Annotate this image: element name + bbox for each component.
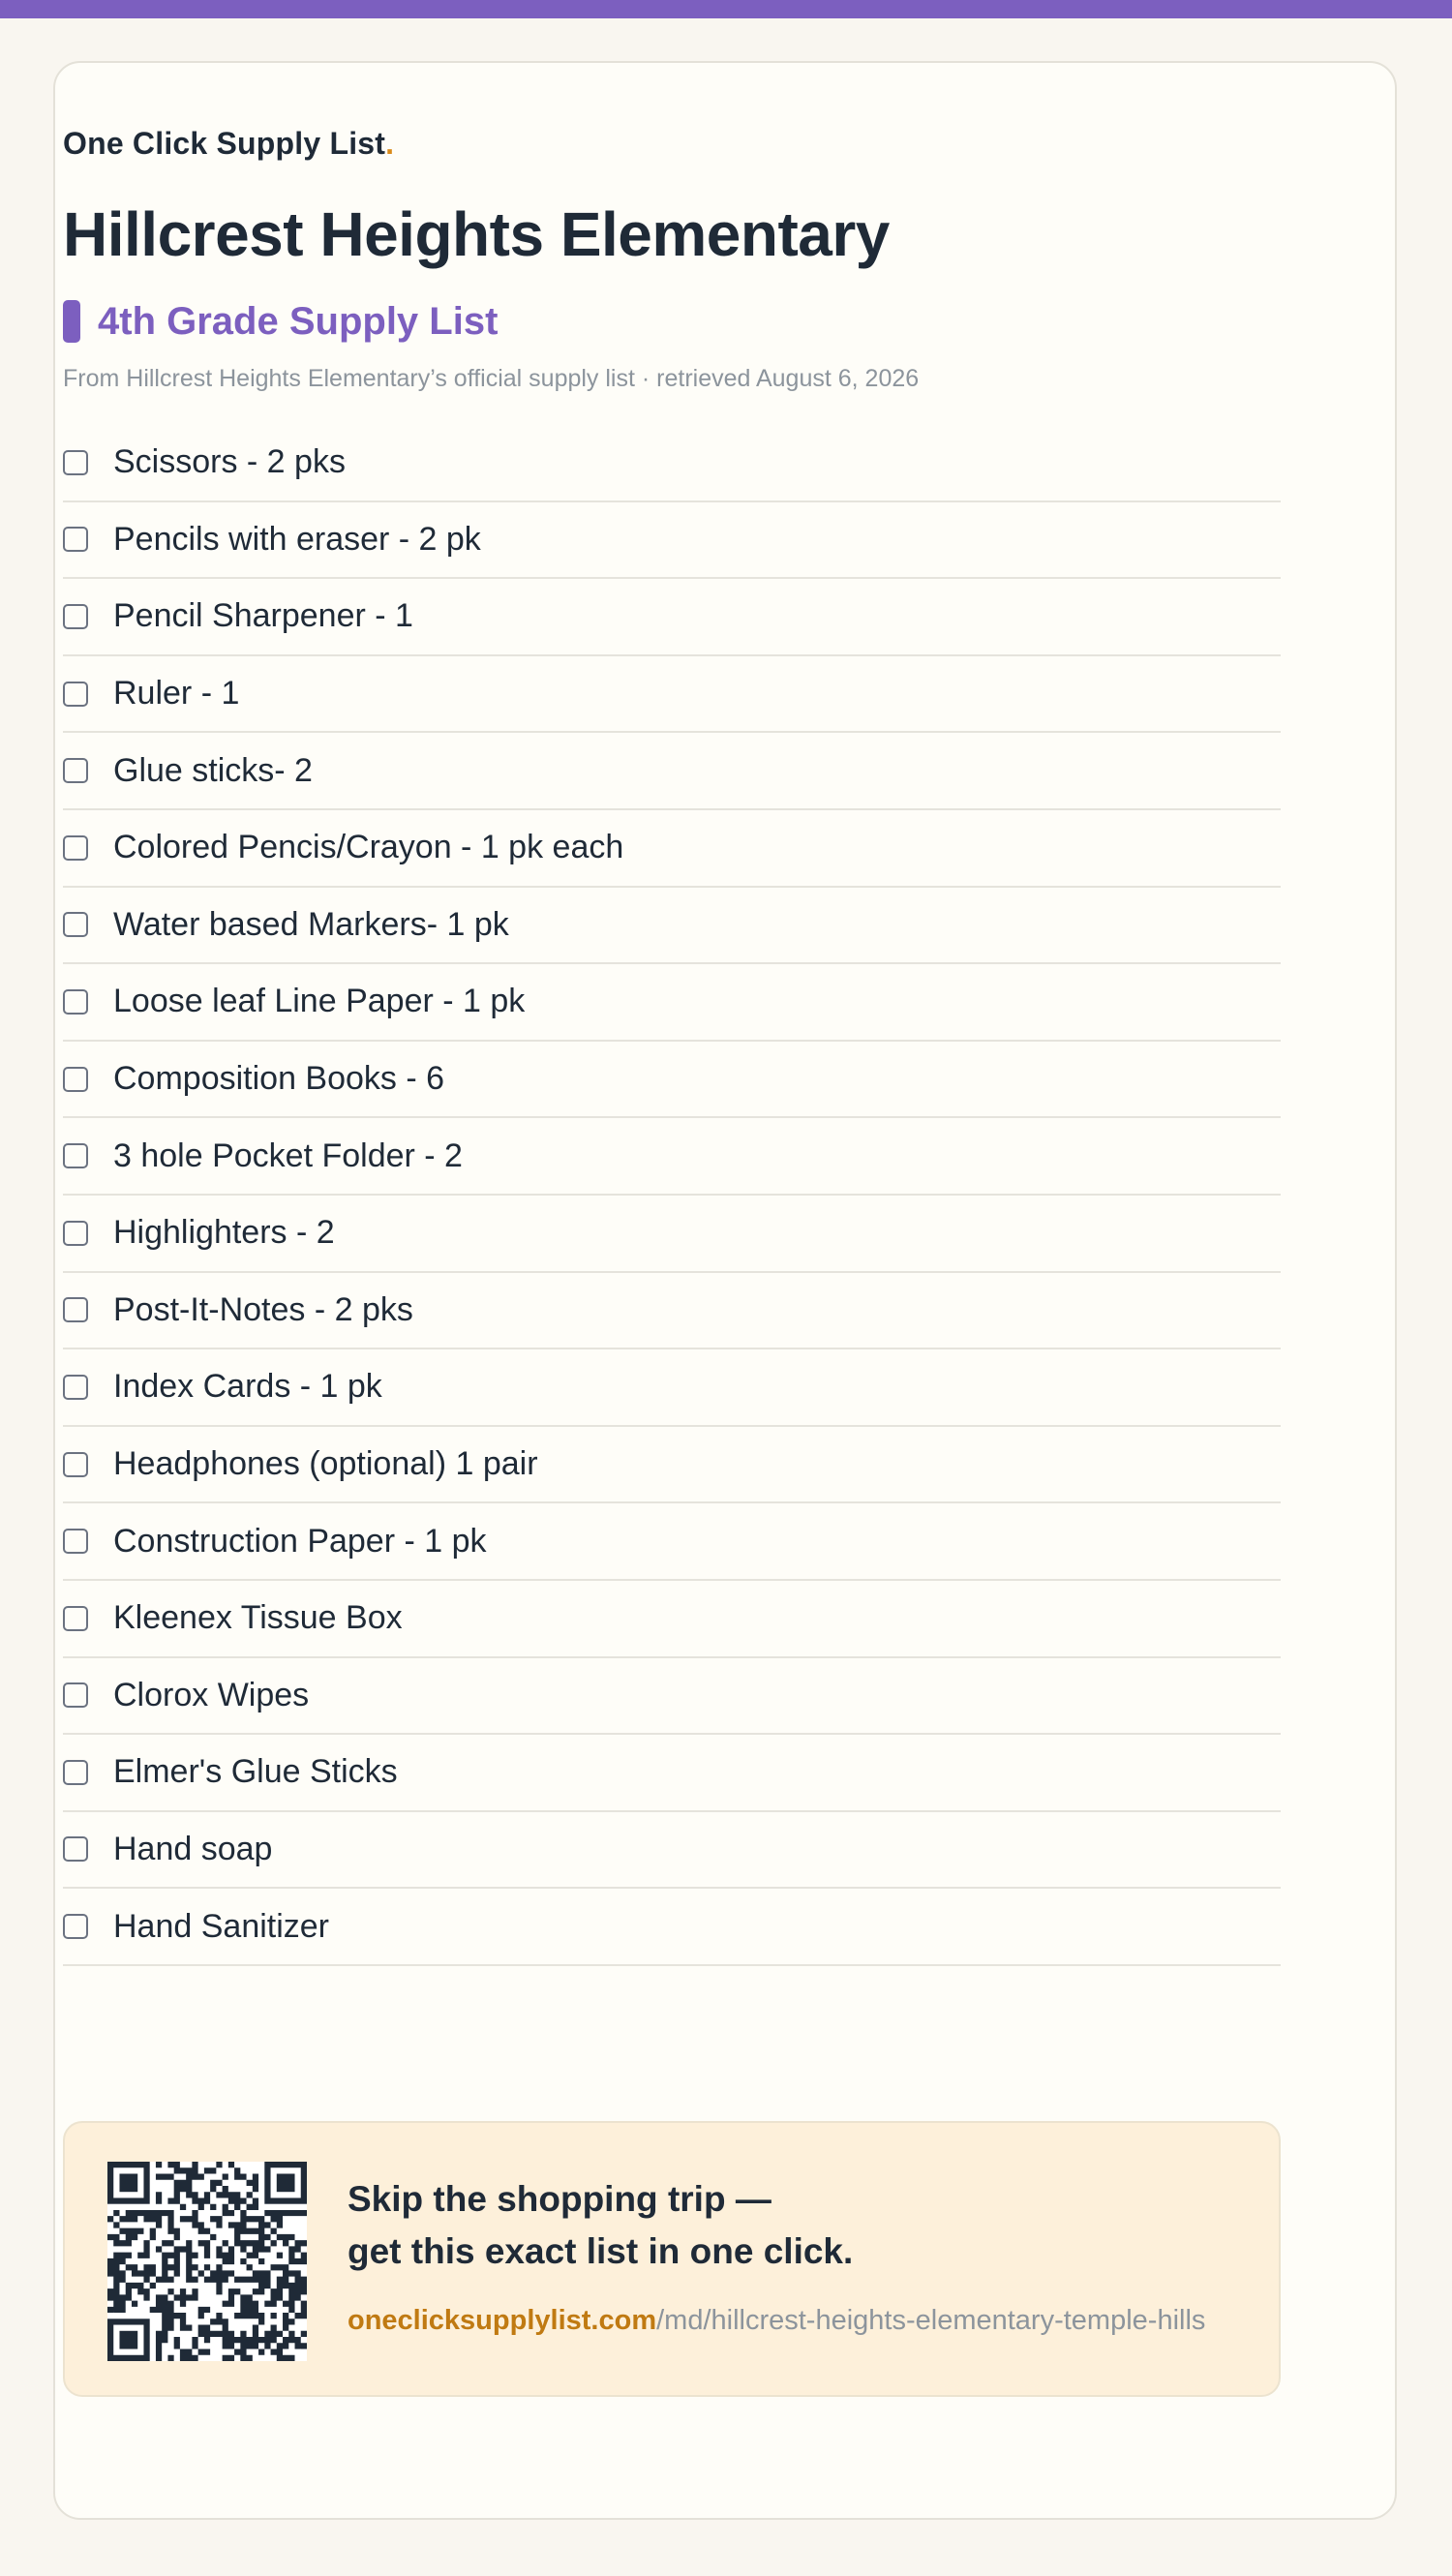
item-label: Construction Paper - 1 pk [113,1522,487,1560]
list-item[interactable] [63,1503,1281,1581]
list-item[interactable] [63,502,1281,580]
item-checkbox[interactable] [63,835,88,861]
promo-headline-line-2: get this exact list in one click. [348,2231,854,2271]
item-checkbox[interactable] [63,1221,88,1246]
list-item[interactable] [63,1581,1281,1658]
qr-code-image [107,2162,307,2361]
item-label: Ruler - 1 [113,675,240,712]
item-label: Highlighters - 2 [113,1214,335,1252]
item-checkbox[interactable] [63,1452,88,1477]
item-checkbox[interactable] [63,682,88,707]
item-checkbox[interactable] [63,989,88,1015]
list-item[interactable] [63,810,1281,888]
item-checkbox[interactable] [63,912,88,937]
list-item[interactable] [63,733,1281,810]
list-item[interactable] [63,1042,1281,1119]
item-checkbox[interactable] [63,758,88,783]
list-item[interactable] [63,656,1281,734]
item-label: Elmer's Glue Sticks [113,1753,398,1791]
list-item[interactable] [63,1196,1281,1273]
item-label: Post-It-Notes - 2 pks [113,1290,413,1328]
promo-box [63,2121,1281,2397]
qr-code[interactable] [107,2162,307,2361]
item-label: Headphones (optional) 1 pair [113,1445,538,1483]
item-label: Loose leaf Line Paper - 1 pk [113,983,526,1020]
list-item[interactable] [63,1658,1281,1736]
list-item[interactable] [63,1427,1281,1504]
item-checkbox[interactable] [63,527,88,552]
item-checkbox[interactable] [63,1914,88,1939]
school-title: Hillcrest Heights Elementary [63,199,890,269]
brand-name: One Click Supply List [63,126,386,161]
promo-headline-line-1: Skip the shopping trip — [348,2179,771,2219]
top-accent-bar [0,0,1452,18]
grade-heading [63,298,498,345]
list-item[interactable] [63,1273,1281,1350]
list-item[interactable] [63,1118,1281,1196]
item-label: Index Cards - 1 pk [113,1368,382,1406]
item-label: Kleenex Tissue Box [113,1599,403,1637]
item-label: Composition Books - 6 [113,1060,445,1098]
item-checkbox[interactable] [63,1143,88,1168]
item-label: Glue sticks- 2 [113,751,313,789]
brand-logo [63,126,394,162]
item-checkbox[interactable] [63,604,88,629]
grade-accent-bar [63,300,80,343]
promo-link-domain[interactable]: oneclicksupplylist.com [348,2305,657,2336]
item-checkbox[interactable] [63,1529,88,1554]
list-item[interactable] [63,1735,1281,1812]
item-label: Pencil Sharpener - 1 [113,597,413,635]
list-item[interactable] [63,1349,1281,1427]
item-checkbox[interactable] [63,1067,88,1092]
item-checkbox[interactable] [63,1760,88,1785]
item-label: Hand Sanitizer [113,1907,330,1945]
list-item[interactable] [63,888,1281,965]
list-item[interactable] [63,1889,1281,1966]
supply-list [63,425,1281,1966]
list-item[interactable] [63,579,1281,656]
list-item[interactable] [63,1812,1281,1890]
item-checkbox[interactable] [63,1606,88,1631]
item-label: Colored Pencis/Crayon - 1 pk each [113,829,624,866]
item-label: Hand soap [113,1830,273,1867]
promo-link-path[interactable]: /md/hillcrest-heights-elementary-temple-hills [656,2305,1206,2336]
item-checkbox[interactable] [63,450,88,475]
item-label: Clorox Wipes [113,1676,310,1713]
brand-dot: . [385,126,395,161]
promo-headline [348,2173,853,2278]
list-item[interactable] [63,964,1281,1042]
item-checkbox[interactable] [63,1375,88,1400]
list-item[interactable] [63,425,1281,502]
item-checkbox[interactable] [63,1836,88,1862]
item-label: Pencils with eraser - 2 pk [113,520,481,558]
item-label: Water based Markers- 1 pk [113,905,509,943]
grade-title: 4th Grade Supply List [98,299,499,343]
source-note: From Hillcrest Heights Elementary’s official supply list · retrieved August 6, 2026 [63,365,920,392]
item-checkbox[interactable] [63,1297,88,1322]
item-label: Scissors - 2 pks [113,443,346,481]
promo-link[interactable] [348,2305,1205,2337]
item-checkbox[interactable] [63,1682,88,1708]
item-label: 3 hole Pocket Folder - 2 [113,1136,463,1174]
